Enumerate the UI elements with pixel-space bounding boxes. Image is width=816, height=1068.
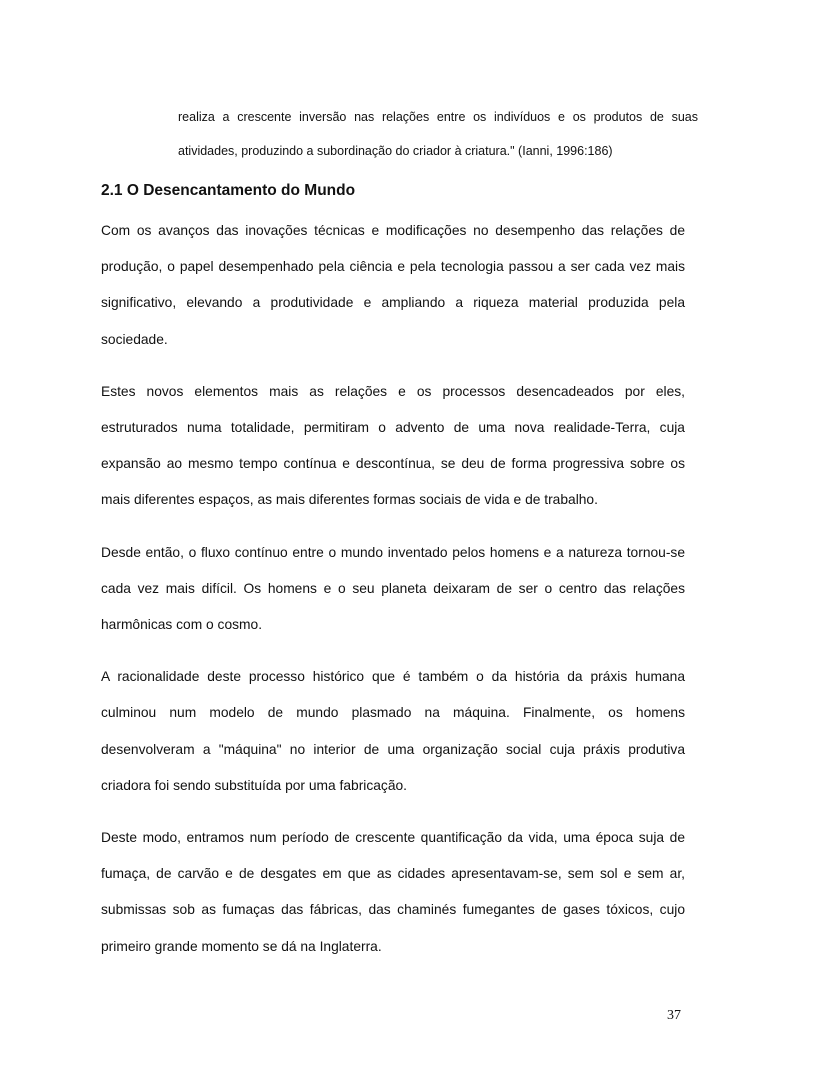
paragraph: Deste modo, entramos num período de crescente quantificação da vida, uma época suja de fumaça, de carvão e de desgates em que as cidades apresentavam-se, sem sol e sem ar, submissas sob as fumaças das fábricas, das chaminés fumegantes de gases tóxicos, cujo primeiro grande momento se dá na Inglaterra.: [101, 830, 685, 954]
section-heading: 2.1 O Desencantamento do Mundo: [101, 182, 356, 199]
quote-text: realiza a crescente inversão nas relações entre os indivíduos e os produtos de suas atividades, produzindo a subordinação do criador à criatura." (Ianni, 1996:186): [178, 110, 698, 158]
page-number: 37: [667, 1008, 681, 1023]
paragraph: A racionalidade deste processo histórico que é também o da história da práxis humana culminou num modelo de mundo plasmado na máquina. Finalmente, os homens desenvolveram a "máquina" no interior de uma organização social cuja práxis produtiva criadora foi sendo substituída por uma fabricação.: [101, 669, 685, 793]
paragraph: Com os avanços das inovações técnicas e modificações no desempenho das relações de produção, o papel desempenhado pela ciência e pela tecnologia passou a ser cada vez mais significativo, elevando a produtividade e ampliando a riqueza material produzida pela sociedade.: [101, 223, 685, 347]
body-text: [101, 213, 685, 981]
paragraph: Estes novos elementos mais as relações e os processos desencadeados por eles, estruturados numa totalidade, permitiram o advento de uma nova realidade-Terra, cuja expansão ao mesmo tempo contínua e descontínua, se deu de forma progressiva sobre os mais diferentes espaços, as mais diferentes formas sociais de vida e de trabalho.: [101, 383, 685, 508]
paragraph: Desde então, o fluxo contínuo entre o mundo inventado pelos homens e a natureza tornou-se cada vez mais difícil. Os homens e o seu planeta deixaram de ser o centro das relações harmônicas com o cosmo.: [101, 544, 685, 633]
block-quote: [178, 100, 698, 168]
